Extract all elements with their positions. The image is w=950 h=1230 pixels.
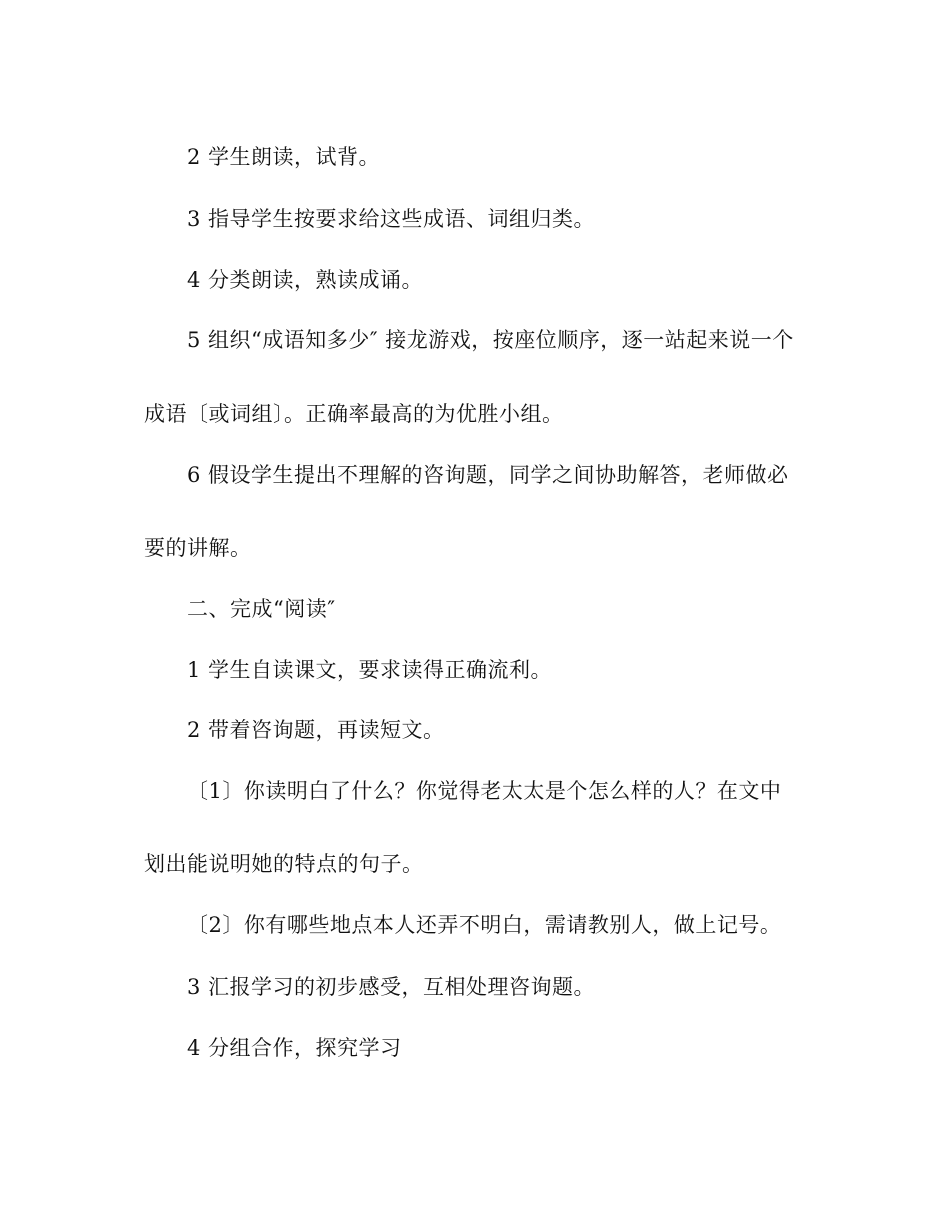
text-line: 2 带着咨询题，再读短文。 [187, 718, 445, 742]
text-line: 1 学生自读课文，要求读得正确流利。 [187, 658, 553, 682]
text-line: 2 学生朗读，试背。 [187, 145, 381, 169]
text-line: 成语〔或词组〕。正确率最高的为优胜小组。 [144, 402, 564, 426]
text-line: 〔1〕你读明白了什么？你觉得老太太是个怎么样的人？在文中 [187, 779, 782, 803]
text-line: 3 汇报学习的初步感受，互相处理咨询题。 [187, 975, 596, 999]
text-line: 6 假设学生提出不理解的咨询题，同学之间协助解答，老师做必 [187, 463, 789, 487]
section-heading: 二、完成“阅读″ [187, 597, 336, 621]
text-line: 要的讲解。 [144, 536, 252, 560]
text-line: 4 分组合作，探究学习 [187, 1036, 402, 1060]
text-line: 划出能说明她的特点的句子。 [144, 852, 424, 876]
text-line: 3 指导学生按要求给这些成语、词组归类。 [187, 207, 596, 231]
text-line: 4 分类朗读，熟读成诵。 [187, 268, 424, 292]
text-line: 〔2〕你有哪些地点本人还弄不明白，需请教别人，做上记号。 [187, 913, 782, 937]
text-line: 5 组织“成语知多少″ 接龙游戏，按座位顺序，逐一站起来说一个 [187, 328, 794, 352]
